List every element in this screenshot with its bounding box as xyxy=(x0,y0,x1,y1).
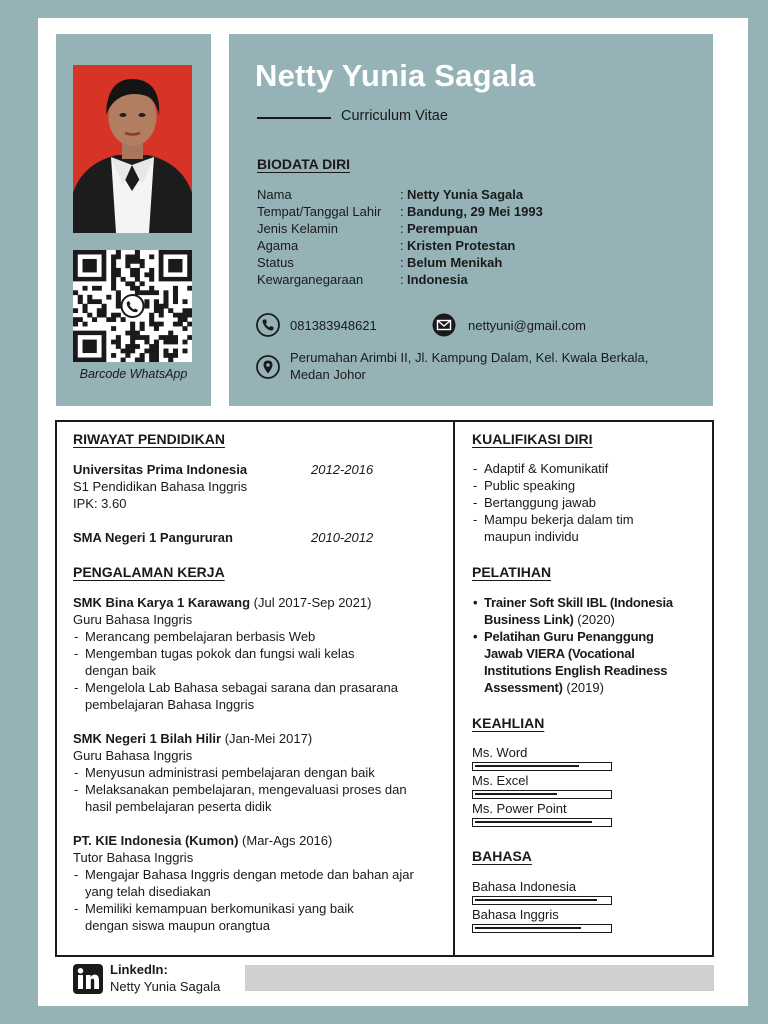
language-item: Bahasa Indonesia xyxy=(472,879,617,905)
biodata-row: Jenis Kelamin : Perempuan xyxy=(257,221,478,236)
linkedin-info xyxy=(110,961,220,995)
phone-icon xyxy=(256,313,280,337)
job-entry: SMK Negeri 1 Bilah Hilir (Jan-Mei 2017) Guru Bahasa Inggris - Menyusun administrasi pembelajaran dengan baik - Melaksanakan pembelajaran, mengevaluasi proses dan hasil pembelajaran peserta didik xyxy=(73,730,433,815)
language-level-fill xyxy=(475,899,597,901)
skill-level-fill xyxy=(475,765,579,767)
skill-item: Ms. Excel xyxy=(472,773,617,799)
linkedin-link[interactable] xyxy=(73,964,103,994)
skill-level-fill xyxy=(475,821,592,823)
subtitle-rule xyxy=(257,117,331,119)
biodata-row: Agama : Kristen Protestan xyxy=(257,238,516,253)
biodata-title: BIODATA DIRI xyxy=(257,156,351,172)
education-item: SMA Negeri 1 Pangururan 2010-2012 xyxy=(73,530,374,545)
language-level-bar xyxy=(472,924,612,933)
education-item: Universitas Prima Indonesia 2012-2016 S1 Pendidikan Bahasa Inggris IPK: 3.60 xyxy=(73,462,374,511)
email-contact[interactable] xyxy=(432,313,586,337)
phone-contact[interactable] xyxy=(256,313,377,337)
full-name-heading: Netty Yunia Sagala xyxy=(255,58,536,93)
list-item: - Adaptif & Komunikatif xyxy=(472,460,697,477)
training-title: PELATIHAN xyxy=(472,564,552,580)
list-item: - Bertanggung jawab xyxy=(472,494,697,511)
job-entry: PT. KIE Indonesia (Kumon) (Mar-Ags 2016) Tutor Bahasa Inggris - Mengajar Bahasa Inggris dengan metode dan bahan ajar yang telah disediakan - Memiliki kemampuan berkomunikasi yang baik dengan siswa maupun orangtua xyxy=(73,832,433,934)
list-item: - Public speaking xyxy=(472,477,697,494)
skill-item: Ms. Power Point xyxy=(472,801,617,827)
whatsapp-qr-code[interactable] xyxy=(73,250,192,362)
column-divider xyxy=(453,420,455,957)
footer-bar xyxy=(245,965,714,991)
biodata-row: Kewarganegaraan : Indonesia xyxy=(257,272,468,287)
skills-title: KEAHLIAN xyxy=(472,715,545,731)
list-item: - Merancang pembelajaran berbasis Web xyxy=(73,628,433,645)
job-entry: SMK Bina Karya 1 Karawang (Jul 2017-Sep 2021) Guru Bahasa Inggris - Merancang pembelajaran berbasis Web - Mengemban tugas pokok dan fungsi wali kelas dengan baik - Mengelola Lab Bahasa sebagai sarana dan prasarana pembelajaran Bahasa Inggris xyxy=(73,594,433,713)
skill-level-bar xyxy=(472,818,612,827)
language-level-bar xyxy=(472,896,612,905)
experience-title: PENGALAMAN KERJA xyxy=(73,564,225,580)
profile-photo xyxy=(73,65,192,233)
list-item: - Mampu bekerja dalam tim maupun individu xyxy=(472,511,662,545)
phone-number: 081383948621 xyxy=(290,317,377,333)
list-item: - Mengelola Lab Bahasa sebagai sarana dan prasarana pembelajaran Bahasa Inggris xyxy=(73,679,433,713)
skill-level-bar xyxy=(472,762,612,771)
education-title: RIWAYAT PENDIDIKAN xyxy=(73,431,225,447)
document-subtitle: Curriculum Vitae xyxy=(341,108,448,124)
biodata-row: Tempat/Tanggal Lahir : Bandung, 29 Mei 1993 xyxy=(257,204,543,219)
language-level-fill xyxy=(475,927,581,929)
location-pin-icon xyxy=(256,355,280,379)
list-item: - Mengemban tugas pokok dan fungsi wali kelas dengan baik xyxy=(73,645,363,679)
list-item: - Mengajar Bahasa Inggris dengan metode dan bahan ajar yang telah disediakan xyxy=(73,866,418,900)
biodata-row: Nama : Netty Yunia Sagala xyxy=(257,187,524,202)
person-portrait-icon xyxy=(73,65,192,233)
whatsapp-icon xyxy=(122,295,144,317)
list-item: • Pelatihan Guru Penanggung Jawab VIERA (Vocational Institutions English Readiness Assessment) (2019) xyxy=(472,628,687,696)
list-item: - Memiliki kemampuan berkomunikasi yang baik dengan siswa maupun orangtua xyxy=(73,900,388,934)
linkedin-label: LinkedIn: xyxy=(110,962,168,977)
address-text: Perumahan Arimbi II, Jl. Kampung Dalam, Kel. Kwala Berkala, Medan Johor xyxy=(290,350,649,382)
training-list xyxy=(472,594,697,696)
language-item: Bahasa Inggris xyxy=(472,907,617,933)
qualifications-title: KUALIFIKASI DIRI xyxy=(472,431,593,447)
skill-item: Ms. Word xyxy=(472,745,617,771)
biodata-table xyxy=(257,186,543,288)
linkedin-icon xyxy=(73,964,103,994)
biodata-row: Status : Belum Menikah xyxy=(257,255,503,270)
address-contact xyxy=(256,349,690,383)
email-address: nettyuni@gmail.com xyxy=(468,317,586,333)
list-item: • Trainer Soft Skill IBL (Indonesia Business Link) (2020) xyxy=(472,594,687,628)
skill-level-fill xyxy=(475,793,557,795)
qualifications-list xyxy=(472,460,697,545)
linkedin-name: Netty Yunia Sagala xyxy=(110,979,221,994)
languages-title: BAHASA xyxy=(472,848,532,864)
skill-level-bar xyxy=(472,790,612,799)
list-item: - Menyusun administrasi pembelajaran dengan baik xyxy=(73,764,433,781)
mail-icon xyxy=(432,313,456,337)
qr-caption: Barcode WhatsApp xyxy=(79,367,188,381)
list-item: - Melaksanakan pembelajaran, mengevaluasi proses dan hasil pembelajaran peserta didik xyxy=(73,781,413,815)
